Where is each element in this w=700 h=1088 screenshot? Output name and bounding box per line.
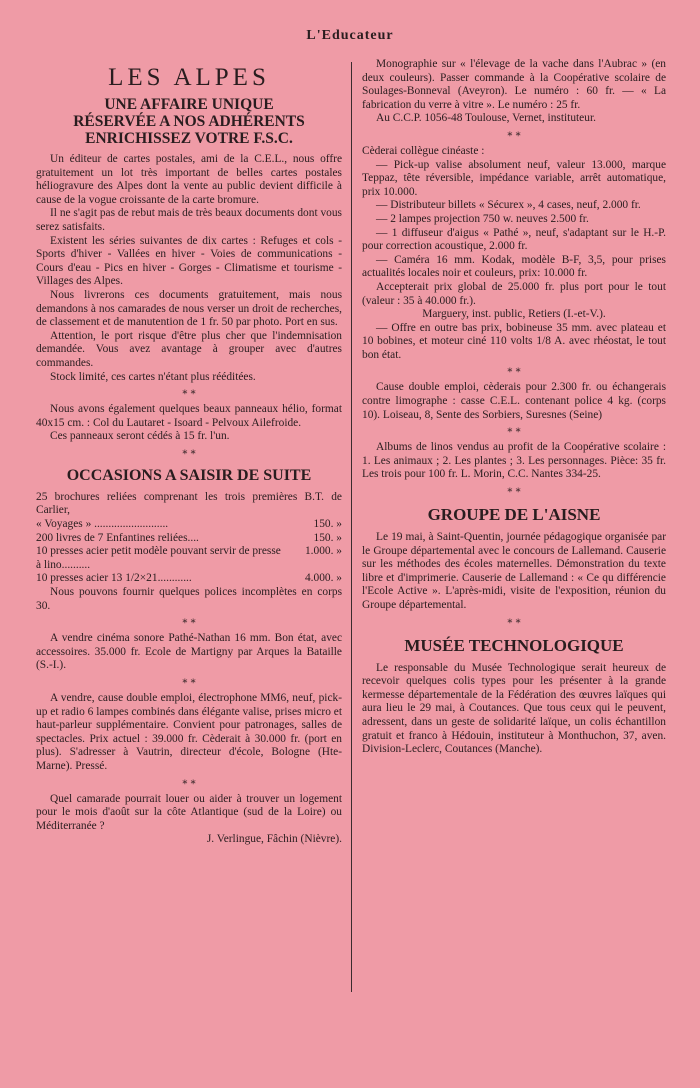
paragraph: Attention, le port risque d'être plus cher que l'indemnisation demandée. Vous avez avantage à grouper avec d'autres commandes. [36, 329, 342, 369]
section-ornament: * * [182, 678, 196, 689]
paragraph: Monographie sur « l'élevage de la vache dans l'Aubrac » (en deux couleurs). Passer commande à la Coopérative scolaire de Soulages-Bonneval (Aveyron). Le numéro : 60 fr. — « La fabrication du verre à vitre ». Le numéro : 25 fr. [362, 58, 666, 111]
paragraph: Nous pouvons fournir quelques polices incomplètes en corps 30. [36, 586, 342, 612]
price-row [36, 518, 342, 532]
price-value: 1.000. » [304, 545, 342, 558]
signature: J. Verlingue, Fâchin (Nièvre). [206, 833, 342, 846]
paragraph: Marguery, inst. public, Retiers (I.-et-V.). [422, 308, 606, 321]
price-label: 10 presses acier 13 1/2×21............ [36, 572, 192, 585]
section-ornament: * * [182, 778, 196, 790]
paragraph: A vendre cinéma sonore Pathé-Nathan 16 mm. Bon état, avec accessoires. 35.000 fr. Ecole de Martigny par Arques la Bataille (S.-I.). [36, 632, 342, 672]
paragraph: — Pick-up valise absolument neuf, valeur 13.000, marque Teppaz, tête réversible, impédance variable, arrêt automatique, prix 10.000. [362, 158, 666, 198]
article-title-les-alpes: LES ALPES [108, 64, 270, 91]
paragraph: Quel camarade pourrait louer ou aider à trouver un logement pour le mois d'août sur la côte Atlantique (sud de la Loire) ou Méditerranée ? [36, 792, 342, 832]
section-ornament: * * [182, 389, 196, 401]
paragraph: Stock limité, ces cartes n'étant plus rééditées. [50, 370, 256, 383]
price-label: 10 presses acier petit modèle pouvant servir de presse à lino.......... [36, 545, 281, 571]
price-label: 200 livres de 7 Enfantines reliées.... [36, 531, 199, 544]
article-subtitle [36, 96, 342, 147]
paragraph: Il ne s'agit pas de rebut mais de très beaux documents dont vous serez satisfaits. [36, 207, 342, 233]
section-ornament: * * [507, 367, 521, 379]
heading-musee-technologique: MUSÉE TECHNOLOGIQUE [404, 635, 624, 655]
paragraph: Au C.C.P. 1056-48 Toulouse, Vernet, instituteur. [376, 112, 596, 125]
price-value: 4.000. » [304, 572, 342, 585]
section-ornament: * * [507, 617, 521, 629]
heading-occasions: OCCASIONS A SAISIR DE SUITE [66, 466, 312, 484]
price-value: 150. » [313, 531, 342, 544]
paragraph: — 2 lampes projection 750 w. neuves 2.500 fr. [376, 212, 589, 225]
paragraph: — Offre en outre bas prix, bobineuse 35 mm. avec plateau et 10 bobines, et moteur ciné 110 volts 1/8 A. avec rhéostat, le tout bon état. [362, 321, 666, 361]
section-ornament: * * [182, 448, 196, 460]
paragraph: Nous livrerons ces documents gratuitement, mais nous demandons à nos camarades de nous verser un droit de recherches, de classement et de manutention de 1 fr. 50 par photo. Port en sus. [36, 288, 342, 329]
running-head: L'Educateur [306, 28, 394, 43]
paragraph: A vendre, cause double emploi, électrophone MM6, neuf, pick-up et radio 6 lampes combinés dans élégante valise, prises micro et haut-parleur supplémentaire. Convient pour patronages, salles de spectacles. Prix actuel : 39.000 fr. Cèderait à 30.000 fr. (port en plus). S'adresser à Vautrin, directeur d'école, Bologne (Hte-Marne). Pressé. [36, 692, 342, 772]
price-row [36, 572, 342, 586]
occasions-intro: 25 brochures reliées comprenant les trois premières B.T. de Carlier, [36, 490, 342, 517]
paragraph: Existent les séries suivantes de dix cartes : Refuges et cols - Sports d'hiver - Vallées en hiver - Voies de communications - Cours d'eau - Pics en hiver - Gorges - Climatisme et tourisme - Villages des Alpes. [36, 234, 342, 288]
price-row [36, 532, 342, 546]
paragraph: Le 19 mai, à Saint-Quentin, journée pédagogique organisée par le Groupe départemental avec le concours de Lallemand. Causerie sur les méthodes des écoles maternelles. Démonstration du texte libre et d'imprimerie. Causerie de Lallemand : « Ce qu différencie l'Ecole Active ». L'après-midi, visite de l'exposition, réunion du Groupe départemental. [362, 531, 666, 611]
paragraph: Cause double emploi, cèderais pour 2.300 fr. ou échangerais contre limographe : casse C.E.L. contenant police 4 kg. (corps 10). Loiseau, 8, Sente des Sorbiers, Suresnes (Seine) [362, 381, 666, 421]
paragraph: Albums de linos vendus au profit de la Coopérative scolaire : 1. Les animaux ; 2. Les plantes ; 3. Les personnages. Pièce: 35 fr. Les trois pour 100 fr. L. Morin, C.C. Nantes 334-25. [362, 441, 666, 481]
paragraph: Le responsable du Musée Technologique serait heureux de recevoir quelques colis types pour les présenter à la grande kermesse départementale de la Fédération des œuvres laïques qui aura lieu le 29 mai, à Coutances. Que tous ceux qui le peuvent, adressent, dans un geste de solidarité laïque, un colis échantillon gratuit et franco à Hédouin, instituteur à Monthuchon, 37, aven. Division-Leclerc, Coutances (Manche). [362, 661, 666, 756]
paragraph: Un éditeur de cartes postales, ami de la C.E.L., nous offre gratuitement un lot très important de belles cartes postales héliogravure des Alpes dont la vente au public devient difficile à cause de la vogue croissante de la carte bromure. [36, 153, 342, 206]
section-ornament: * * [507, 427, 521, 439]
paragraph: — 1 diffuseur d'aigus « Pathé », neuf, s'adaptant sur le H.-P. pour correction acoustique, 2.000 fr. [362, 226, 666, 253]
right-column [362, 58, 666, 757]
subtitle-line-1: UNE AFFAIRE UNIQUE [104, 96, 274, 113]
price-row [36, 545, 342, 572]
paragraph: Cèderai collègue cinéaste : [362, 144, 485, 157]
column-divider [351, 62, 352, 992]
paragraph: Ces panneaux seront cédés à 15 fr. l'un. [50, 430, 230, 443]
paragraph: Accepterait prix global de 25.000 fr. plus port pour le tout (valeur : 35 à 40.000 fr.). [362, 280, 666, 307]
price-label: « Voyages » .......................... [36, 518, 169, 531]
subtitle-line-2: RÉSERVÉE A NOS ADHÉRENTS [73, 113, 305, 130]
section-ornament: * * [182, 618, 196, 630]
subtitle-line-3: ENRICHISSEZ VOTRE F.S.C. [85, 130, 293, 147]
section-ornament: * * [507, 130, 521, 142]
paragraph: — Distributeur billets « Sécurex », 4 cases, neuf, 2.000 fr. [376, 199, 641, 212]
section-ornament: * * [507, 487, 521, 499]
heading-groupe-aisne: GROUPE DE L'AISNE [427, 505, 601, 525]
paragraph: Nous avons également quelques beaux panneaux hélio, format 40x15 cm. : Col du Lautaret - Isoard - Pelvoux Ailefroide. [36, 403, 342, 429]
price-value: 150. » [313, 518, 342, 531]
paragraph: — Caméra 16 mm. Kodak, modèle B-F, 3,5, pour prises actualités locales noir et couleurs, prix: 10.000 fr. [362, 253, 666, 280]
left-column [36, 58, 342, 847]
